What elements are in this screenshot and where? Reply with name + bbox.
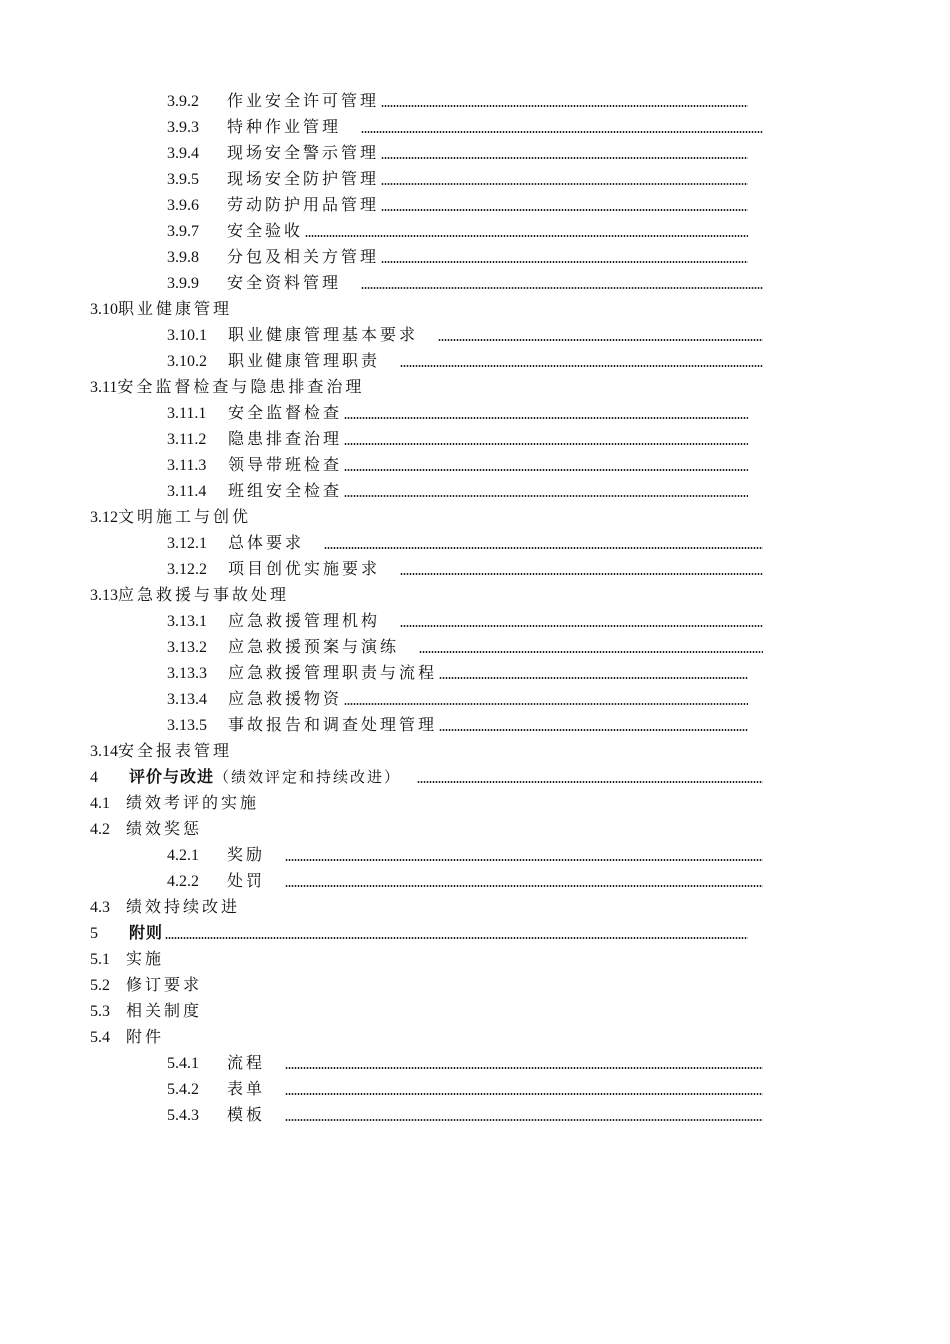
toc-entry — [167, 348, 763, 374]
toc-leader — [285, 859, 763, 861]
toc-leader — [285, 1067, 763, 1069]
toc-chapter-heading — [90, 920, 748, 946]
toc-entry — [167, 244, 748, 270]
toc-number: 3.9.8 — [167, 249, 199, 266]
toc-title: 绩效持续改进 — [126, 897, 241, 916]
toc-entry — [167, 322, 763, 348]
toc-number: 3.13.4 — [167, 691, 207, 708]
toc-section-heading — [90, 374, 364, 400]
toc-leader — [285, 885, 763, 887]
toc-leader — [417, 781, 763, 783]
toc-number: 5.4.2 — [167, 1081, 199, 1098]
toc-leader — [305, 235, 748, 237]
toc-entry — [167, 686, 748, 712]
toc-number: 3.14 — [90, 743, 118, 760]
toc-title: 相关制度 — [126, 1001, 203, 1020]
toc-leader — [438, 339, 763, 341]
toc-title: 事故报告和调查处理管理 — [228, 715, 438, 734]
toc-number: 3.11.1 — [167, 405, 207, 422]
toc-section-heading — [90, 998, 202, 1024]
toc-leader — [165, 937, 748, 939]
toc-section-heading — [90, 296, 232, 322]
toc-entry — [167, 842, 763, 868]
toc-leader — [285, 1119, 763, 1121]
toc-entry — [167, 140, 748, 166]
toc-number: 5.2 — [90, 977, 110, 994]
toc-subtitle: （绩效评定和持续改进） — [214, 768, 402, 786]
toc-title: 职业健康管理基本要求 — [228, 325, 419, 344]
toc-leader — [400, 365, 763, 367]
toc-section-heading — [90, 504, 251, 530]
toc-title: 现场安全警示管理 — [227, 143, 380, 162]
toc-section-heading — [90, 894, 240, 920]
toc-entry — [167, 218, 748, 244]
toc-number: 4.2.2 — [167, 873, 199, 890]
toc-leader — [381, 183, 748, 185]
toc-title: 应急救援物资 — [228, 689, 343, 708]
toc-title: 绩效奖惩 — [126, 819, 203, 838]
toc-number: 3.13.5 — [167, 717, 207, 734]
toc-number: 3.10 — [90, 301, 118, 318]
toc-leader — [361, 131, 763, 133]
toc-leader — [381, 157, 748, 159]
toc-title: 附件 — [126, 1027, 165, 1046]
toc-number: 4.2.1 — [167, 847, 199, 864]
toc-title: 安全监督检查与隐患排查治理 — [117, 377, 365, 396]
toc-title: 班组安全检查 — [228, 481, 343, 500]
toc-title: 表单 — [227, 1079, 266, 1098]
toc-number: 3.12 — [90, 509, 118, 526]
toc-title: 特种作业管理 — [227, 117, 342, 136]
toc-number: 4 — [90, 769, 98, 786]
toc-entry — [167, 1050, 763, 1076]
toc-title: 绩效考评的实施 — [126, 793, 260, 812]
toc-leader — [439, 677, 748, 679]
toc-entry — [167, 556, 763, 582]
toc-entry — [167, 88, 748, 114]
toc-number: 4.2 — [90, 821, 110, 838]
toc-leader — [381, 209, 748, 211]
toc-number: 3.10.1 — [167, 327, 207, 344]
toc-leader — [419, 651, 763, 653]
toc-number: 3.11 — [90, 379, 118, 396]
toc-entry — [167, 1102, 763, 1128]
toc-entry — [167, 660, 748, 686]
toc-number: 4.3 — [90, 899, 110, 916]
toc-entry — [167, 192, 748, 218]
toc-title: 处罚 — [227, 871, 266, 890]
toc-entry — [167, 634, 763, 660]
toc-leader — [381, 105, 748, 107]
toc-leader — [400, 573, 763, 575]
toc-entry — [167, 270, 763, 296]
toc-number: 3.12.1 — [167, 535, 207, 552]
toc-section-heading — [90, 1024, 164, 1050]
toc-entry — [167, 400, 748, 426]
toc-number: 5.3 — [90, 1003, 110, 1020]
toc-number: 3.9.5 — [167, 171, 199, 188]
toc-title: 隐患排查治理 — [228, 429, 343, 448]
toc-entry — [167, 478, 748, 504]
toc-entry — [167, 1076, 763, 1102]
toc-title: 应急救援预案与演练 — [228, 637, 400, 656]
toc-title: 模板 — [227, 1105, 266, 1124]
toc-entry — [167, 114, 763, 140]
toc-number: 3.9.7 — [167, 223, 199, 240]
toc-number: 3.9.3 — [167, 119, 199, 136]
toc-title: 应急救援管理机构 — [228, 611, 381, 630]
toc-leader — [381, 261, 748, 263]
toc-number: 3.11.4 — [167, 483, 207, 500]
toc-title: 安全报表管理 — [118, 741, 233, 760]
toc-entry — [167, 530, 763, 556]
toc-entry — [167, 452, 748, 478]
toc-section-heading — [90, 790, 259, 816]
toc-title: 安全验收 — [227, 221, 304, 240]
toc-title: 职业健康管理 — [118, 299, 233, 318]
toc-number: 3.9.2 — [167, 93, 199, 110]
toc-title: 领导带班检查 — [228, 455, 343, 474]
toc-title: 奖励 — [227, 845, 266, 864]
toc-leader — [361, 287, 763, 289]
toc-title: 分包及相关方管理 — [227, 247, 380, 266]
toc-number: 5.4 — [90, 1029, 110, 1046]
toc-number: 3.12.2 — [167, 561, 207, 578]
toc-title: 实施 — [126, 949, 165, 968]
toc-leader — [344, 703, 748, 705]
toc-title: 劳动防护用品管理 — [227, 195, 380, 214]
toc-entry — [167, 426, 748, 452]
toc-title: 总体要求 — [228, 533, 305, 552]
toc-title: 评价与改进 — [129, 767, 215, 786]
toc-entry — [167, 166, 748, 192]
toc-number: 5.1 — [90, 951, 110, 968]
toc-leader — [439, 729, 748, 731]
toc-title: 修订要求 — [126, 975, 203, 994]
toc-number: 3.9.9 — [167, 275, 199, 292]
toc-title: 现场安全防护管理 — [227, 169, 380, 188]
toc-number: 5 — [90, 925, 98, 942]
toc-number: 5.4.3 — [167, 1107, 199, 1124]
toc-number: 3.10.2 — [167, 353, 207, 370]
toc-number: 4.1 — [90, 795, 110, 812]
toc-title: 安全资料管理 — [227, 273, 342, 292]
toc-number: 3.13.1 — [167, 613, 207, 630]
toc-number: 3.13 — [90, 587, 118, 604]
toc-section-heading — [90, 738, 232, 764]
toc-title: 流程 — [227, 1053, 266, 1072]
toc-title: 项目创优实施要求 — [228, 559, 381, 578]
toc-leader — [344, 417, 748, 419]
toc-chapter-heading — [90, 764, 763, 790]
toc-title: 应急救援与事故处理 — [118, 585, 290, 604]
toc-title: 附则 — [129, 923, 164, 942]
toc-leader — [344, 443, 748, 445]
toc-number: 3.13.2 — [167, 639, 207, 656]
toc-leader — [344, 469, 748, 471]
toc-title: 作业安全许可管理 — [227, 91, 380, 110]
toc-title: 安全监督检查 — [228, 403, 343, 422]
toc-entry — [167, 868, 763, 894]
toc-number: 3.9.4 — [167, 145, 199, 162]
toc-leader — [344, 495, 748, 497]
toc-leader — [400, 625, 763, 627]
toc-title: 文明施工与创优 — [118, 507, 252, 526]
toc-entry — [167, 608, 763, 634]
toc-section-heading — [90, 582, 289, 608]
toc-section-heading — [90, 972, 202, 998]
toc-title: 应急救援管理职责与流程 — [228, 663, 438, 682]
toc-leader — [324, 547, 763, 549]
toc-section-heading — [90, 816, 202, 842]
toc-leader — [285, 1093, 763, 1095]
toc-number: 3.11.2 — [167, 431, 207, 448]
toc-number: 5.4.1 — [167, 1055, 199, 1072]
toc-title: 职业健康管理职责 — [228, 351, 381, 370]
toc-number: 3.9.6 — [167, 197, 199, 214]
toc-entry — [167, 712, 748, 738]
toc-number: 3.13.3 — [167, 665, 207, 682]
toc-number: 3.11.3 — [167, 457, 207, 474]
toc-section-heading — [90, 946, 164, 972]
